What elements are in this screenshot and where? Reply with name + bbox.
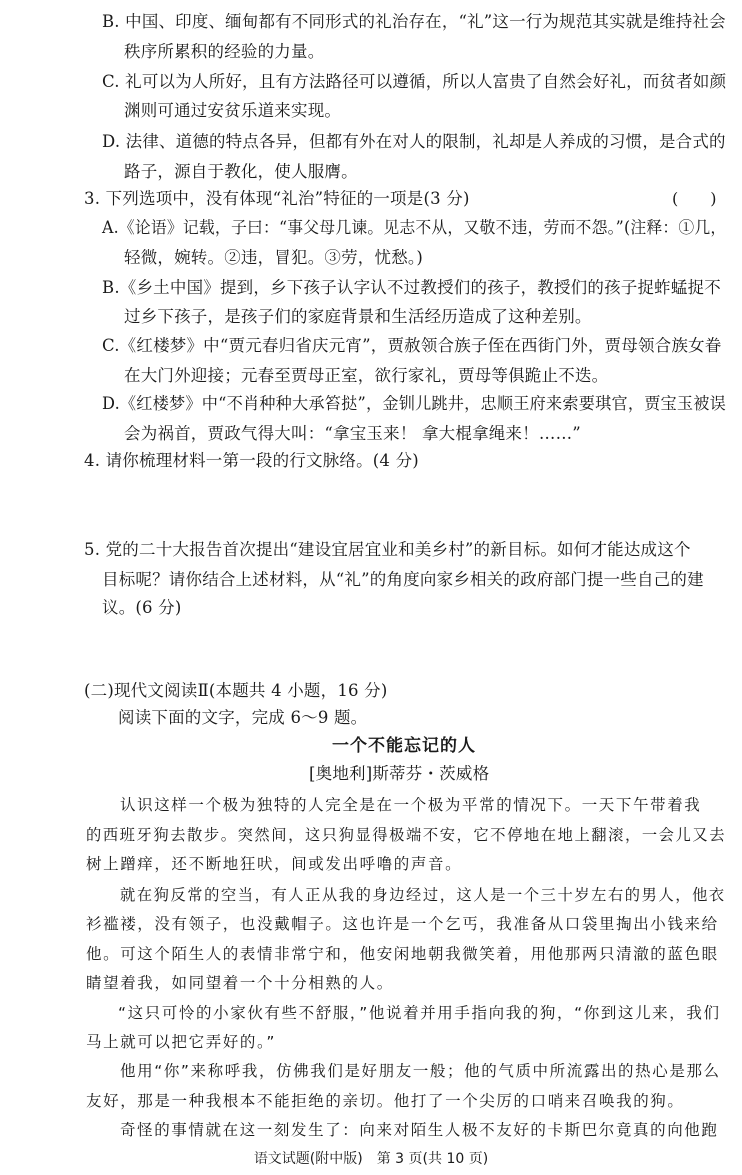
- q3-option-c-line-1: C.《红楼梦》中“贾元春归省庆元宵”，贾赦领合族子侄在西街门外，贾母领合族女眷: [102, 336, 722, 355]
- paragraph-3-line-1: “这只可怜的小家伙有些不舒服，”他说着并用手指向我的狗，“你到这儿来，我们: [118, 1004, 721, 1022]
- paragraph-2-line-4: 睛望着我，如同望着一个十分相熟的人。: [86, 974, 394, 992]
- q5-line-2: 目标呢？请你结合上述材料，从“礼”的角度向家乡相关的政府部门提一些自己的建: [102, 570, 704, 589]
- q3-option-b-line-1: B.《乡土中国》提到，乡下孩子认字认不过教授们的孩子，教授们的孩子捉蚱蜢捉不: [102, 278, 721, 297]
- article-title: 一个不能忘记的人: [332, 736, 476, 756]
- q5-line-3: 议。(6 分): [102, 598, 182, 617]
- paragraph-4-line-2: 友好，那是一种我根本不能拒绝的亲切。他打了一个尖厉的口哨来召唤我的狗。: [86, 1092, 685, 1110]
- q3-option-d-line-1: D.《红楼梦》中“不肖种种大承笞挞”，金钏儿跳井，忠顺王府来索要琪官，贾宝玉被误: [102, 394, 727, 413]
- q3-option-c-line-2: 在大门外迎接；元春至贾母正室，欲行家礼，贾母等俱跪止不迭。: [124, 366, 609, 385]
- paragraph-1-line-2: 的西班牙狗去散步。突然间，这只狗显得极端不安，它不停地在地上翻滚，一会儿又去: [86, 826, 727, 844]
- paragraph-4-line-1: 他用“你”来称呼我，仿佛我们是好朋友一般；他的气质中所流露出的热心是那么: [120, 1062, 721, 1080]
- article-author: [奥地利]斯蒂芬・茨威格: [309, 764, 490, 783]
- q3-answer-bracket: ( ): [672, 189, 717, 208]
- q3-option-b-line-2: 过乡下孩子，是孩子们的家庭背景和生活经历造成了这种差别。: [124, 307, 592, 326]
- page-footer: 语文试题(附中版) 第 3 页(共 10 页): [253, 1151, 489, 1167]
- section-instruction: 阅读下面的文字，完成 6～9 题。: [118, 708, 368, 727]
- q4-stem: 4. 请你梳理材料一第一段的行文脉络。(4 分): [84, 451, 419, 470]
- q5-line-1: 5. 党的二十大报告首次提出“建设宜居宜业和美乡村”的新目标。如何才能达成这个: [84, 540, 691, 559]
- q2-option-c-line-1: C. 礼可以为人所好，且有方法路径可以遵循，所以人富贵了自然会好礼，而贫者如颜: [102, 72, 727, 91]
- q3-stem: 3. 下列选项中，没有体现“礼治”特征的一项是(3 分): [84, 189, 470, 208]
- paragraph-2-line-1: 就在狗反常的空当，有人正从我的身边经过，这人是一个三十岁左右的男人，他衣: [120, 886, 726, 904]
- q2-option-c-line-2: 渊则可通过安贫乐道来实现。: [124, 101, 342, 120]
- paragraph-1-line-1: 认识这样一个极为独特的人完全是在一个极为平常的情况下。一天下午带着我: [120, 796, 702, 814]
- section-heading: (二)现代文阅读Ⅱ(本题共 4 小题，16 分): [84, 681, 388, 700]
- q2-option-d-line-1: D. 法律、道德的特点各异，但都有外在对人的限制，礼却是人养成的习惯，是合式的: [102, 132, 726, 151]
- paragraph-1-line-3: 树上蹭痒，还不断地狂吠，间或发出呼噜的声音。: [86, 855, 463, 873]
- paragraph-2-line-2: 衫褴褛，没有领子，也没戴帽子。这也许是一个乞丐，我准备从口袋里掏出小钱来给: [86, 915, 719, 933]
- q3-option-d-line-2: 会为祸首，贾政气得大叫：“拿宝玉来！ 拿大棍拿绳来！……”: [124, 424, 581, 443]
- paragraph-5-line-1: 奇怪的事情就在这一刻发生了：向来对陌生人极不友好的卡斯巴尔竟真的向他跑: [120, 1121, 719, 1139]
- q3-option-a-line-1: A.《论语》记载，子曰：“事父母几谏。见志不从，又敬不违，劳而不怨。”(注释：①几，: [102, 218, 727, 237]
- q2-option-d-line-2: 路子，源自于教化，使人服膺。: [124, 162, 358, 181]
- q3-option-a-line-2: 轻微，婉转。②违，冒犯。③劳，忧愁。): [124, 248, 423, 267]
- q2-option-b-line-2: 秩序所累积的经验的力量。: [124, 42, 325, 61]
- paragraph-2-line-3: 他。可这个陌生人的表情非常宁和，他安闲地朝我微笑着，用他那两只清澈的蓝色眼: [86, 945, 719, 963]
- paragraph-3-line-2: 马上就可以把它弄好的。”: [86, 1033, 276, 1051]
- q2-option-b-line-1: B. 中国、印度、缅甸都有不同形式的礼治存在，“礼”这一行为规范其实就是维持社会: [102, 12, 726, 31]
